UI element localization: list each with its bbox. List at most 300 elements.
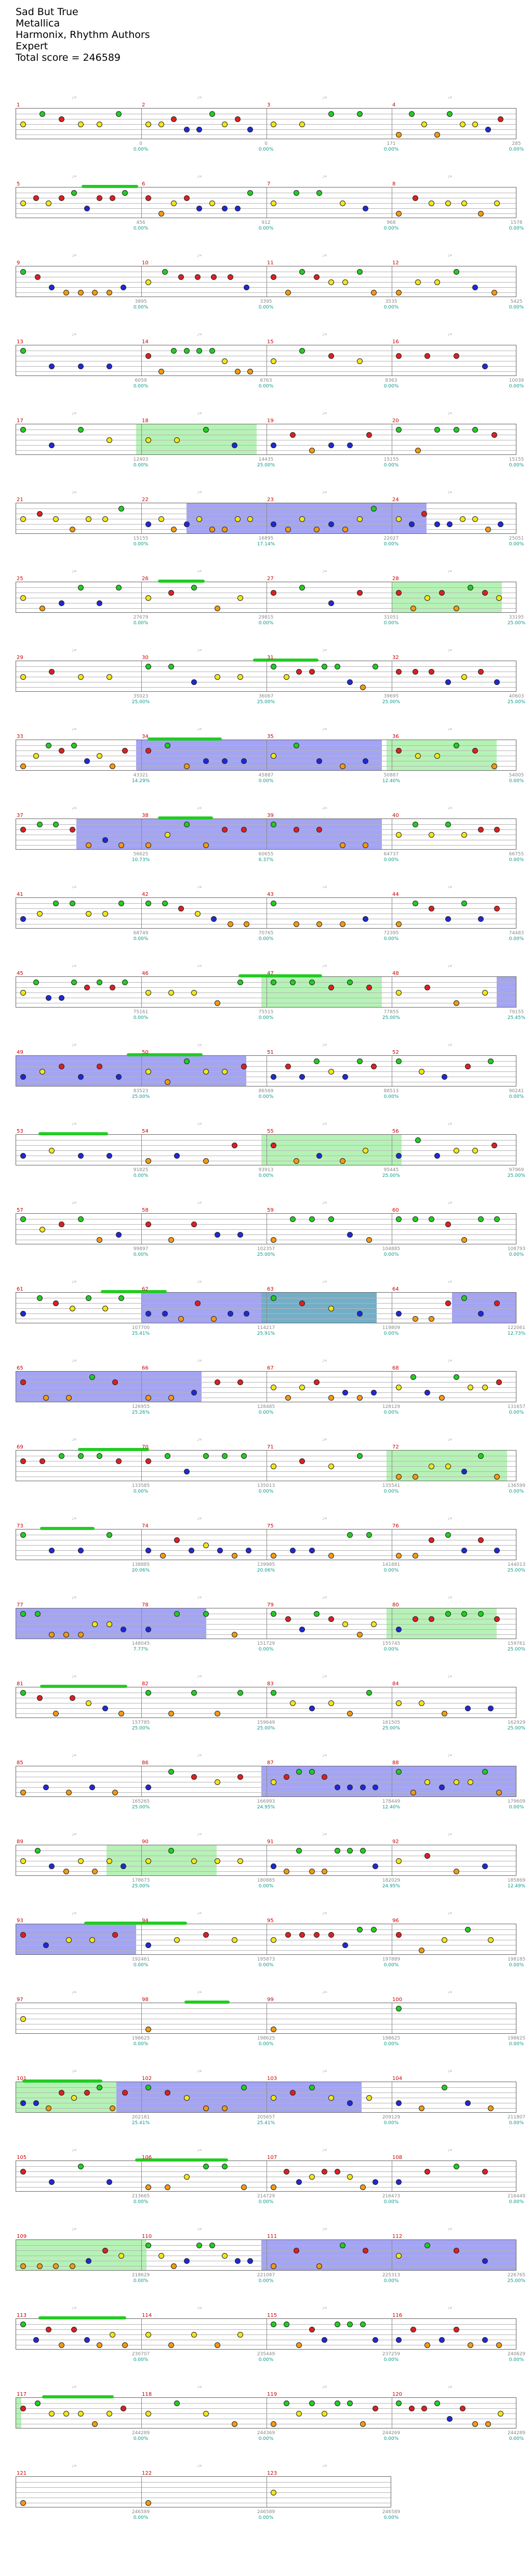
note-gem (20, 1690, 26, 1696)
lane-line (16, 1945, 516, 1946)
score-percent: 0.00% (383, 857, 399, 863)
note-gem (196, 348, 202, 354)
note-gem (409, 111, 415, 117)
note-gem (215, 1858, 220, 1864)
cumulative-score: 162929 (507, 1720, 526, 1725)
lane-line (16, 1866, 516, 1867)
tempo-marker: ♩= (197, 96, 202, 100)
tempo-marker: ♩= (197, 1595, 202, 1600)
note-gem (461, 832, 467, 838)
bar-line (141, 2240, 142, 2270)
note-gem (184, 127, 190, 132)
note-gem (211, 274, 217, 280)
measure-score (248, 299, 284, 311)
note-gem (20, 2169, 26, 2175)
measure-score (248, 1010, 284, 1021)
note-gem (396, 2100, 402, 2106)
score-percent: 0.00% (133, 2515, 149, 2520)
note-gem (237, 980, 243, 985)
note-gem (20, 1074, 26, 1080)
measure-score (373, 141, 409, 153)
score-percent: 12.40% (382, 779, 401, 784)
measure-number: 84 (392, 1681, 399, 1687)
measure-number: 66 (142, 1365, 149, 1371)
measure-score (498, 1089, 532, 1100)
staff (16, 1529, 516, 1560)
score-percent: 0.00% (383, 2436, 399, 2441)
score-percent: 0.00% (509, 1410, 524, 1415)
measure-score (373, 1878, 409, 1889)
score-percent: 0.00% (258, 2436, 274, 2441)
note-gem (222, 206, 228, 211)
note-gem (97, 2342, 102, 2348)
note-gem (158, 122, 164, 127)
cumulative-score: 235449 (257, 2352, 275, 2357)
note-gem (342, 1390, 348, 1396)
bar-line (141, 977, 142, 1007)
tempo-marker: ♩= (322, 2306, 327, 2310)
tempo-marker: ♩= (72, 648, 77, 652)
note-gem (237, 2332, 243, 2338)
score-percent: 0.00% (133, 2357, 149, 2363)
note-gem (53, 901, 59, 906)
note-gem (86, 911, 91, 917)
note-gem (20, 2100, 26, 2106)
note-gem (478, 916, 484, 922)
note-gem (184, 2174, 190, 2180)
score-percent: 0.00% (383, 226, 399, 231)
note-gem (122, 980, 128, 985)
note-gem (247, 190, 253, 196)
lane-line (16, 2487, 391, 2488)
measure-number: 115 (267, 2313, 277, 2318)
note-gem (396, 1385, 402, 1390)
cumulative-score: 157785 (131, 1720, 150, 1725)
score-percent: 0.00% (383, 2357, 399, 2363)
lane-line (16, 1382, 516, 1383)
tempo-marker: ♩= (447, 964, 453, 968)
cumulative-score: 56625 (133, 852, 149, 857)
score-percent: 0.00% (509, 305, 524, 310)
cumulative-score: 211807 (507, 2115, 526, 2120)
note-gem (335, 664, 340, 669)
score-percent: 25.26% (131, 1410, 150, 1415)
note-gem (424, 985, 430, 990)
score-percent: 17.14% (257, 542, 275, 547)
measure-number: 49 (17, 1050, 23, 1055)
measure-score (498, 1483, 532, 1495)
overdrive-bar (238, 974, 322, 977)
lane-line (16, 1392, 516, 1393)
measure-number: 103 (267, 2076, 277, 2082)
note-gem (424, 1853, 430, 1859)
measure-number: 42 (142, 892, 149, 897)
staff (16, 661, 516, 692)
note-gem (37, 2263, 43, 2269)
staff (16, 2082, 516, 2113)
note-gem (102, 2248, 108, 2253)
score-percent: 0.00% (258, 2357, 274, 2363)
cumulative-score: 197889 (382, 1957, 401, 1962)
note-gem (37, 822, 43, 827)
score-percent: 0.00% (509, 2042, 524, 2047)
measure-number: 118 (142, 2392, 152, 2397)
note-gem (33, 2337, 39, 2343)
score-percent: 0.00% (383, 2042, 399, 2047)
note-gem (20, 595, 26, 601)
note-gem (478, 1453, 484, 1459)
overdrive-bar (42, 2395, 114, 2398)
note-gem (465, 1064, 471, 1069)
note-gem (110, 195, 115, 201)
note-gem (145, 1458, 151, 1464)
cumulative-score: 213665 (131, 2194, 150, 2199)
score-percent: 25.00% (131, 1884, 150, 1889)
measure-number: 6 (142, 181, 145, 187)
note-gem (413, 1316, 418, 1322)
note-gem (271, 2027, 276, 2032)
note-gem (357, 516, 363, 522)
note-gem (413, 1216, 418, 1222)
note-gem (246, 1548, 251, 1553)
tempo-marker: ♩= (72, 1280, 77, 1284)
staff (16, 2476, 391, 2507)
measure-score (248, 1720, 284, 1732)
tempo-marker: ♩= (447, 332, 453, 337)
note-gem (20, 2500, 26, 2506)
difficulty-label: Expert (16, 41, 48, 52)
note-gem (20, 1858, 26, 1864)
note-gem (396, 1153, 402, 1159)
bar-line (141, 1135, 142, 1165)
note-gem (396, 2179, 402, 2185)
note-gem (107, 1621, 112, 1627)
note-gem (53, 1300, 59, 1306)
measure-score (373, 2431, 409, 2442)
note-gem (271, 1143, 276, 1148)
note-gem (145, 279, 151, 285)
cumulative-score: 45887 (258, 773, 274, 778)
note-gem (409, 2406, 415, 2411)
measure-number: 72 (392, 1444, 399, 1450)
bar-line (141, 1293, 142, 1323)
score-percent: 0.00% (133, 1252, 149, 1257)
measure-score (498, 1404, 532, 1416)
score-percent: 12.40% (382, 1805, 401, 1810)
note-gem (203, 1611, 209, 1617)
note-gem (322, 2169, 327, 2175)
cumulative-score: 40603 (509, 694, 524, 699)
note-gem (196, 2243, 202, 2248)
tempo-marker: ♩= (72, 1122, 77, 1126)
measure-score (123, 1483, 159, 1495)
note-gem (454, 2327, 459, 2332)
note-gem (396, 1858, 402, 1864)
note-gem (415, 1137, 421, 1143)
note-gem (373, 1863, 378, 1869)
note-gem (145, 1311, 151, 1317)
note-gem (209, 348, 215, 354)
tempo-marker: ♩= (322, 1990, 327, 1994)
note-gem (478, 1311, 484, 1317)
note-gem (299, 1932, 305, 1938)
cumulative-score: 128129 (382, 1404, 401, 1410)
note-gem (168, 1237, 174, 1243)
measure-score (123, 1562, 159, 1574)
note-gem (366, 432, 372, 438)
tempo-marker: ♩= (322, 411, 327, 415)
tempo-marker: ♩= (197, 2385, 202, 2389)
note-gem (20, 516, 26, 522)
measure-number: 5 (17, 181, 20, 187)
measure-score (248, 852, 284, 863)
measure-number: 53 (17, 1129, 23, 1134)
lane-line (16, 750, 516, 751)
tempo-marker: ♩= (197, 727, 202, 731)
staff (16, 2318, 516, 2350)
note-gem (340, 200, 345, 206)
note-gem (410, 606, 416, 611)
bar-line (141, 2003, 142, 2033)
note-gem (371, 290, 377, 296)
cumulative-score: 246589 (382, 2510, 401, 2515)
tempo-marker: ♩= (447, 1674, 453, 1679)
score-percent: 0.00% (258, 147, 274, 152)
score-percent: 25.00% (382, 1173, 401, 1178)
note-gem (363, 206, 368, 211)
note-gem (122, 190, 128, 196)
note-gem (454, 1374, 459, 1380)
score-percent: 0.00% (258, 1963, 274, 1968)
note-gem (316, 190, 322, 196)
note-gem (366, 1690, 372, 1696)
note-gem (424, 2169, 430, 2175)
lane-line (16, 1061, 516, 1062)
note-gem (145, 353, 151, 359)
note-gem (347, 679, 353, 685)
measure-number: 120 (392, 2392, 403, 2397)
cumulative-score: 15155 (383, 457, 399, 462)
note-gem (66, 1790, 72, 1795)
note-gem (184, 763, 190, 769)
cumulative-score: 198625 (382, 2036, 401, 2041)
lane-line (16, 2187, 516, 2188)
note-gem (396, 1058, 402, 1064)
measure-number: 108 (392, 2155, 403, 2161)
note-gem (195, 274, 201, 280)
measure-score (248, 1957, 284, 1968)
cumulative-score: 97969 (509, 1168, 524, 1173)
note-gem (328, 1616, 334, 1622)
measure-number: 14 (142, 339, 149, 345)
measure-number: 45 (17, 971, 23, 976)
bar-line (141, 1451, 142, 1481)
cumulative-score: 237259 (382, 2352, 401, 2357)
note-gem (494, 200, 500, 206)
note-gem (472, 122, 478, 127)
note-gem (410, 1374, 416, 1380)
tempo-marker: ♩= (322, 2385, 327, 2389)
lane-line (16, 445, 516, 446)
score-percent: 0.00% (258, 621, 274, 626)
note-gem (49, 285, 55, 290)
note-gem (328, 1395, 334, 1401)
bar-line (141, 1214, 142, 1244)
staff (16, 424, 516, 455)
score-percent: 0.00% (258, 1094, 274, 1099)
note-gem (366, 2095, 372, 2101)
note-gem (168, 990, 174, 996)
note-gem (107, 1532, 112, 1538)
note-gem (174, 1537, 180, 1543)
note-gem (35, 1848, 41, 1854)
measure-score (498, 141, 532, 153)
bar-line (141, 187, 142, 218)
measure-score (123, 694, 159, 705)
lane-line (16, 587, 516, 588)
note-gem (340, 2243, 345, 2248)
note-gem (494, 827, 500, 833)
measure-score (248, 1246, 284, 1258)
lane-line (16, 450, 516, 451)
total-score: Total score = 246589 (16, 52, 121, 63)
note-gem (429, 1537, 434, 1543)
note-gem (396, 2253, 402, 2259)
staff (16, 1055, 516, 1086)
measure-score (248, 2273, 284, 2284)
note-gem (145, 990, 151, 996)
note-gem (70, 527, 75, 532)
note-gem (247, 369, 253, 374)
measure-number: 2 (142, 102, 145, 108)
measure-score (123, 2510, 159, 2521)
note-gem (215, 2342, 220, 2348)
measure-score (123, 1720, 159, 1732)
score-percent: 25.91% (257, 1331, 275, 1336)
note-gem (360, 2184, 366, 2190)
measure-score (123, 299, 159, 311)
note-gem (478, 827, 484, 833)
note-gem (429, 1216, 434, 1222)
note-gem (33, 2100, 39, 2106)
measure-number: 64 (392, 1286, 399, 1292)
score-percent: 25.41% (257, 2121, 275, 2126)
bar-line (141, 424, 142, 454)
bar-line (141, 1845, 142, 1875)
score-percent: 0.00% (383, 2199, 399, 2205)
score-percent: 0.00% (258, 1647, 274, 1652)
note-gem (363, 758, 368, 764)
tempo-marker: ♩= (72, 411, 77, 415)
tempo-marker: ♩= (322, 2464, 327, 2468)
measure-score (498, 2352, 532, 2363)
note-gem (237, 674, 243, 680)
note-gem (145, 1222, 151, 1227)
measure-score (498, 1878, 532, 1889)
note-gem (485, 527, 491, 532)
measure-score (498, 2273, 532, 2284)
overdrive-bar (253, 659, 318, 662)
note-gem (442, 1711, 447, 1716)
note-gem (20, 427, 26, 433)
measure-score (498, 2115, 532, 2126)
measure-number: 98 (142, 1997, 149, 2003)
staff (16, 2397, 516, 2429)
measure-score (498, 1010, 532, 1021)
measure-score (123, 2352, 159, 2363)
measure-number: 62 (142, 1286, 149, 1292)
measure-score (498, 378, 532, 390)
note-gem (328, 111, 334, 117)
score-percent: 0.00% (258, 305, 274, 310)
note-gem (447, 521, 453, 527)
score-percent: 0.00% (133, 2199, 149, 2205)
note-gem (482, 990, 488, 996)
cumulative-score: 5425 (510, 299, 523, 304)
note-gem (33, 980, 39, 985)
note-gem (145, 1858, 151, 1864)
note-gem (360, 2421, 366, 2427)
tempo-marker: ♩= (197, 806, 202, 810)
lane-line (16, 371, 516, 372)
note-gem (419, 1069, 424, 1075)
note-gem (37, 1295, 43, 1301)
lane-line (16, 213, 516, 214)
note-gem (284, 2322, 289, 2327)
note-gem (86, 1295, 91, 1301)
note-gem (112, 1790, 118, 1795)
note-gem (78, 1216, 84, 1222)
score-percent: 0.00% (509, 2121, 524, 2126)
staff (16, 819, 516, 850)
note-gem (20, 674, 26, 680)
tempo-marker: ♩= (72, 1911, 77, 1915)
note-gem (491, 432, 497, 438)
note-gem (165, 2090, 170, 2096)
note-gem (49, 2179, 55, 2185)
score-percent: 24.95% (257, 1805, 275, 1810)
note-gem (49, 1148, 55, 1153)
tempo-marker: ♩= (322, 1359, 327, 1363)
note-gem (290, 1216, 296, 1222)
cumulative-score: 79155 (509, 1010, 524, 1015)
note-gem (165, 743, 170, 748)
note-gem (232, 2421, 237, 2427)
cumulative-score: 171 (387, 141, 396, 146)
note-gem (445, 1532, 451, 1538)
overdrive-bar (38, 2316, 126, 2319)
measure-score (248, 931, 284, 942)
score-percent: 12.73% (507, 1331, 526, 1336)
note-gem (174, 1153, 180, 1159)
score-percent: 25.00% (131, 1805, 150, 1810)
note-gem (309, 2085, 315, 2090)
tempo-marker: ♩= (197, 964, 202, 968)
measure-score (123, 1010, 159, 1021)
measure-score (248, 378, 284, 390)
tempo-marker: ♩= (72, 1201, 77, 1205)
measure-score (123, 773, 159, 784)
note-gem (335, 2400, 340, 2406)
tempo-marker: ♩= (447, 885, 453, 889)
tempo-marker: ♩= (322, 1043, 327, 1047)
tempo-marker: ♩= (72, 2385, 77, 2389)
note-gem (63, 2411, 69, 2417)
note-gem (145, 748, 151, 754)
note-gem (53, 516, 59, 522)
lane-line (16, 2334, 516, 2335)
measure-number: 90 (142, 1839, 149, 1845)
